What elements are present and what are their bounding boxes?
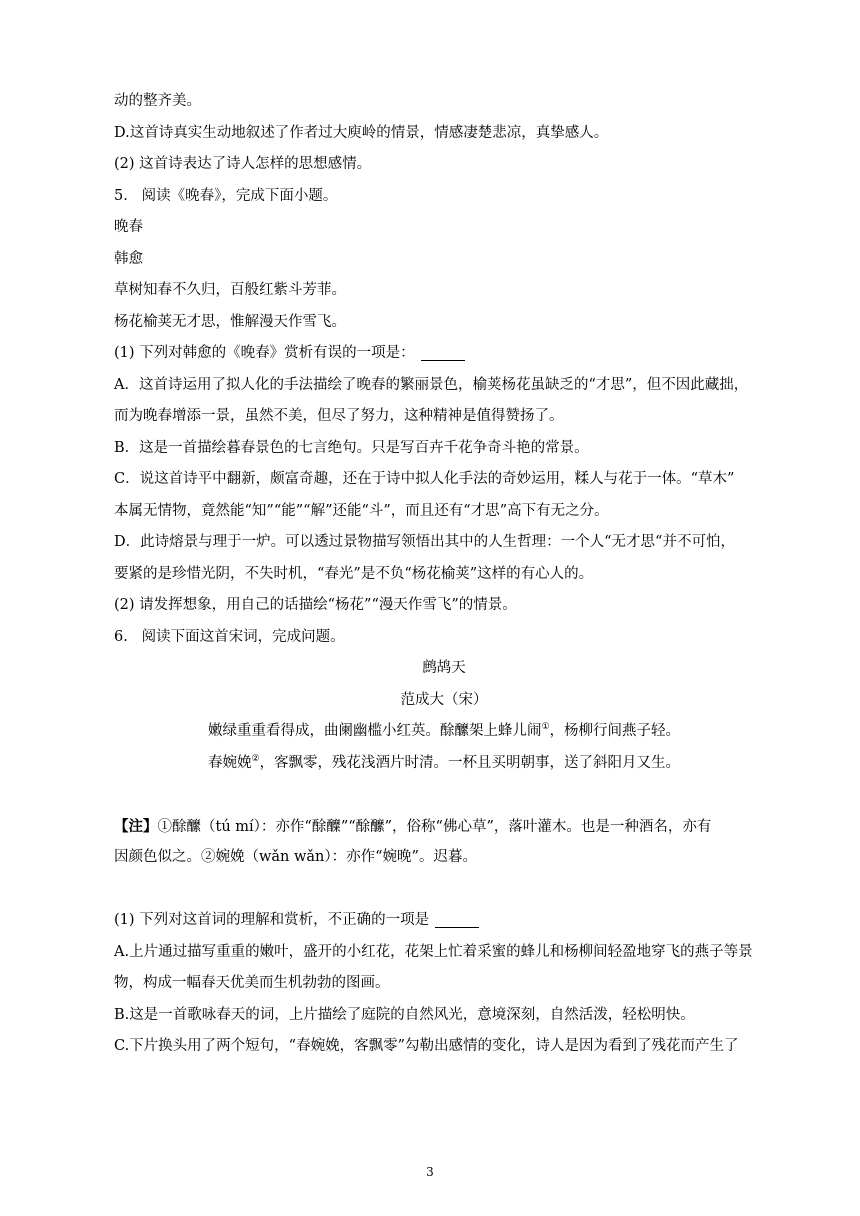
- q5-poem-line-1: 草树知春不久归，百般红紫斗芳菲。: [114, 282, 346, 298]
- q6-poem-line-1a: 嫩绿重重看得成，曲阑幽槛小红英。酴醿架上蜂儿闹: [207, 723, 542, 739]
- q6-subquestion-1: [114, 905, 774, 937]
- footnote-ref-1: ①: [541, 722, 550, 733]
- note-text-1: ①酴醿（tú mí）：亦作“酴醾”“酴醿”，俗称“佛心草”，落叶灌木。也是一种酒名，亦有: [157, 818, 712, 835]
- q6-option-c-line-1: C.下片换头用了两个短句，“春婉娩，客飘零”勾勒出感情的变化，诗人是因为看到了残花而产生了: [114, 1038, 739, 1054]
- q5-option-d-line-1: D．此诗熔景与理于一炉。可以透过景物描写领悟出其中的人生哲理：一个人“无才思“并不可怕，: [114, 534, 735, 550]
- q6-note-line-2: 因颜色似之。②婉娩（wǎn wǎn）：亦作“婉晚”。迟暮。: [114, 849, 477, 865]
- q6-poem-line-2b: ，客飘零，残花浅酒片时清。一杯且买明朝事，送了斜阳月又生。: [259, 754, 681, 771]
- q6-poem-author: 范成大（宋）: [400, 691, 488, 708]
- answer-blank: [435, 913, 479, 928]
- q6-subquestion-1-text: (1) 下列对这首词的理解和赏析，不正确的一项是: [114, 912, 430, 928]
- page-number: 3: [426, 1165, 434, 1179]
- q5-heading: [114, 181, 774, 213]
- q5-poem-line-2: 杨花榆荚无才思，惟解漫天作雪飞。: [114, 313, 346, 330]
- note-label: 【注】: [114, 817, 158, 835]
- q5-subquestion-2: (2) 请发挥想象，用自己的话描绘“杨花”“漫天作雪飞”的情景。: [114, 597, 517, 613]
- document-body: [114, 86, 774, 1063]
- q5-subquestion-1: [114, 338, 774, 370]
- q6-poem-title: 鹧鸪天: [422, 660, 466, 676]
- q5-subquestion-1-text: (1) 下列对韩愈的《晚春》赏析有误的一项是：: [114, 345, 415, 361]
- answer-blank: [421, 346, 465, 361]
- q6-poem-line-2a: 春婉娩: [207, 754, 252, 771]
- q6-option-a-line-1: A.上片通过描写重重的嫩叶，盛开的小红花，花架上忙着采蜜的蜂儿和杨柳间轻盈地穿飞的燕子等景: [114, 943, 753, 960]
- q5-option-b: B．这是一首描绘暮春景色的七言绝句。只是写百卉千花争奇斗艳的常景。: [114, 439, 589, 456]
- q5-option-c-line-2: 本属无情物，竟然能“知”“能”“解”还能“斗”，而且还有“才思”高下有无之分。: [114, 502, 609, 519]
- q5-option-a-line-1: A．这首诗运用了拟人化的手法描绘了晚春的繁丽景色，榆荚杨花虽缺乏的“才思”，但不因此藏拙，: [114, 376, 749, 393]
- q6-note-line-1: [114, 811, 774, 843]
- q6-heading: [114, 622, 774, 654]
- q4-option-c-continuation: 动的整齐美。: [114, 93, 201, 109]
- q6-number: 6.: [114, 628, 128, 645]
- spacer: [114, 779, 774, 811]
- q6-poem-line-1: [114, 716, 774, 748]
- q5-prompt: 阅读《晚春》，完成下面小题。: [141, 187, 338, 204]
- q4-option-d: D.这首诗真实生动地叙述了作者过大庾岭的情景，情感凄楚悲凉，真挚感人。: [114, 124, 609, 141]
- q5-option-a-line-2: 而为晚春增添一景，虽然不美，但尽了努力，这种精神是值得赞扬了。: [114, 408, 564, 424]
- q5-option-d-line-2: 要紧的是珍惜光阴，不失时机，“春光”是不负“杨花榆荚”这样的有心人的。: [114, 565, 594, 582]
- q6-option-b: B.这是一首歌咏春天的词，上片描绘了庭院的自然风光，意境深刻，自然活泼，轻松明快。: [114, 1006, 695, 1023]
- q6-poem-line-2: [114, 748, 774, 780]
- q4-subquestion-2: (2) 这首诗表达了诗人怎样的思想感情。: [114, 156, 372, 172]
- q5-poem-author: 韩愈: [114, 250, 143, 267]
- q5-number: 5.: [114, 187, 128, 204]
- q5-poem-title: 晚春: [114, 219, 143, 235]
- q5-option-c-line-1: C．说这首诗平中翻新，颇富奇趣，还在于诗中拟人化手法的奇妙运用，糅人与花于一体。“草木”: [114, 471, 735, 487]
- q6-poem-line-1b: ，杨柳行间燕子轻。: [549, 723, 681, 739]
- q6-option-a-line-2: 物，构成一幅春天优美而生机勃勃的图画。: [114, 975, 390, 991]
- q6-prompt: 阅读下面这首宋词，完成问题。: [141, 628, 345, 645]
- footnote-ref-2: ②: [251, 753, 260, 764]
- spacer: [114, 874, 774, 906]
